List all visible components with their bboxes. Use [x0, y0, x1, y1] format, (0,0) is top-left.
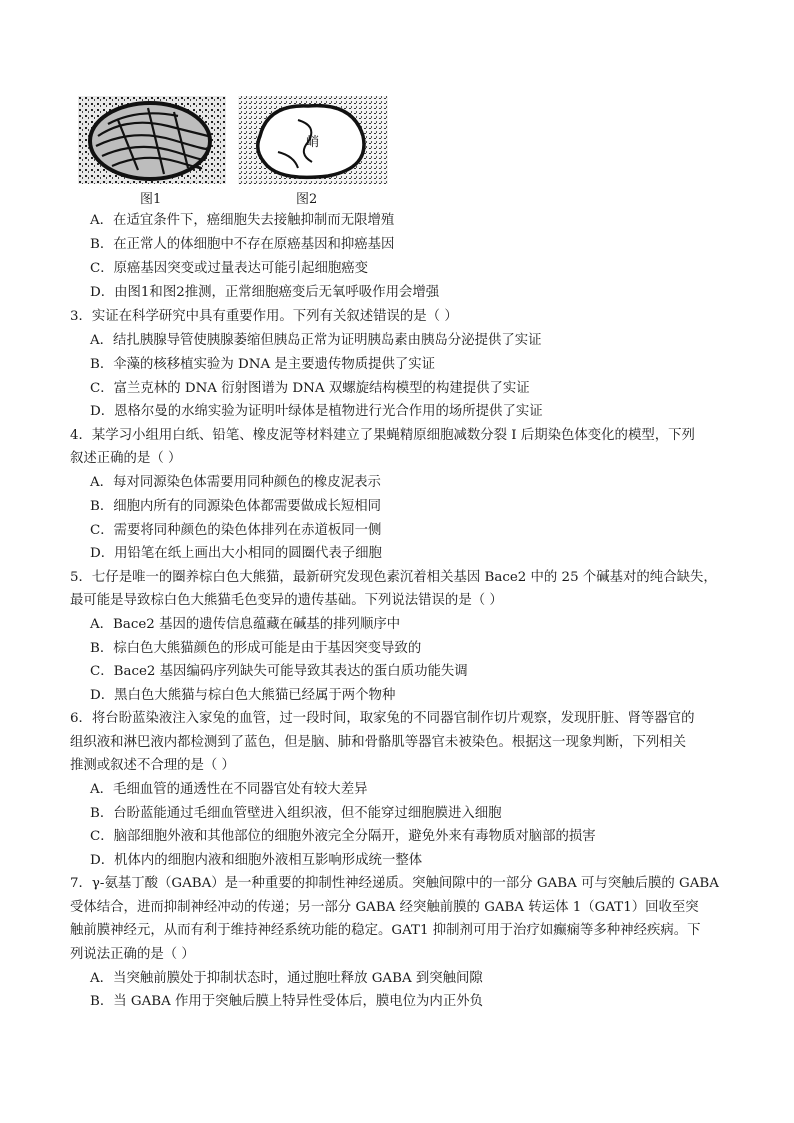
q6-option-a: A．毛细血管的通透性在不同器官处有较大差异 — [90, 782, 368, 797]
figure-1-micrograph — [78, 96, 226, 184]
q6-stem-line-1: 6．将台盼蓝染液注入家兔的血管，过一段时间，取家兔的不同器官制作切片观察，发现肝脏、肾等器官的 — [70, 711, 695, 726]
q5-stem-line-2: 最可能是导致棕白色大熊猫毛色变异的遗传基础。下列说法错误的是（ ） — [70, 593, 503, 608]
q3-option-b: B．伞藻的核移植实验为 DNA 是主要遗传物质提供了实证 — [90, 357, 436, 372]
q4-option-d: D．用铅笔在纸上画出大小相同的圆圈代表子细胞 — [90, 546, 382, 561]
q7-stem-line-1: 7．γ-氨基丁酸（GABA）是一种重要的抑制性神经递质。突触间隙中的一部分 GABA 可与突触后膜的 GABA — [70, 876, 719, 891]
q2-option-a: A．在适宜条件下，癌细胞失去接触抑制而无限增殖 — [90, 213, 395, 228]
q5-option-b: B．棕白色大熊猫颜色的形成可能是由于基因突变导致的 — [90, 641, 422, 656]
q3-option-d: D．恩格尔曼的水绵实验为证明叶绿体是植物进行光合作用的场所提供了实证 — [90, 404, 543, 419]
figure-1-caption: 图1 — [140, 192, 162, 207]
q4-option-c: C．需要将同种颜色的染色体排列在赤道板同一侧 — [90, 523, 382, 538]
q4-option-b: B．细胞内所有的同源染色体都需要做成长短相同 — [90, 499, 382, 514]
figure-2-micrograph — [238, 96, 388, 184]
q3-option-a: A．结扎胰腺导管使胰腺萎缩但胰岛正常为证明胰岛素由胰岛分泌提供了实证 — [90, 333, 542, 348]
q5-stem-line-1: 5．七仔是唯一的圈养棕白色大熊猫，最新研究发现色素沉着相关基因 Bace2 中的 25 个碱基对的纯合缺失， — [70, 570, 717, 585]
q4-option-a: A．每对同源染色体需要用同种颜色的橡皮泥表示 — [90, 475, 381, 490]
q7-stem-line-2: 受体结合，进而抑制神经冲动的传递；另一部分 GABA 经突触前膜的 GABA 转运体 1（GAT1）回收至突 — [70, 900, 699, 915]
q6-stem-line-2: 组织液和淋巴液内都检测到了蓝色，但是脑、肺和骨骼肌等器官未被染色。根据这一现象判断，下列相关 — [70, 735, 686, 750]
q2-option-d: D．由图1和图2推测，正常细胞癌变后无氧呼吸作用会增强 — [90, 285, 440, 300]
q7-stem-line-3: 触前膜神经元，从而有利于维持神经系统功能的稳定。GAT1 抑制剂可用于治疗如癫痫等多种神经疾病。下 — [70, 923, 701, 938]
q5-option-a: A．Bace2 基因的遗传信息蕴藏在碱基的排列顺序中 — [90, 617, 401, 632]
q4-stem-line-2: 叙述正确的是（ ） — [70, 451, 182, 466]
q5-option-d: D．黑白色大熊猫与棕白色大熊猫已经属于两个物种 — [90, 688, 396, 703]
q2-option-b: B．在正常人的体细胞中不存在原癌基因和抑癌基因 — [90, 237, 395, 252]
q3-option-c: C．富兰克林的 DNA 衍射图谱为 DNA 双螺旋结构模型的构建提供了实证 — [90, 381, 530, 396]
q7-option-a: A．当突触前膜处于抑制状态时，通过胞吐释放 GABA 到突触间隙 — [90, 971, 483, 986]
q7-stem-line-4: 列说法正确的是（ ） — [70, 947, 195, 962]
figure-2-label: 峭 — [306, 135, 320, 150]
q3-stem: 3．实证在科学研究中具有重要作用。下列有关叙述错误的是（ ） — [70, 309, 458, 324]
figure-area — [78, 96, 388, 206]
q5-option-c: C．Bace2 基因编码序列缺失可能导致其表达的蛋白质功能失调 — [90, 664, 468, 679]
q2-option-c: C．原癌基因突变或过量表达可能引起细胞癌变 — [90, 261, 369, 276]
q4-stem-line-1: 4．某学习小组用白纸、铅笔、橡皮泥等材料建立了果蝇精原细胞减数分裂 I 后期染色体变化的模型，下列 — [70, 428, 695, 443]
q7-option-b: B．当 GABA 作用于突触后膜上特异性受体后，膜电位为内正外负 — [90, 994, 483, 1009]
q6-option-b: B．台盼蓝能通过毛细血管壁进入组织液，但不能穿过细胞膜进入细胞 — [90, 806, 502, 821]
q6-option-c: C．脑部细胞外液和其他部位的细胞外液完全分隔开，避免外来有毒物质对脑部的损害 — [90, 829, 596, 844]
q6-option-d: D．机体内的细胞内液和细胞外液相互影响形成统一整体 — [90, 853, 423, 868]
q6-stem-line-3: 推测或叙述不合理的是（ ） — [70, 758, 235, 773]
figure-2-caption: 图2 — [296, 192, 318, 207]
